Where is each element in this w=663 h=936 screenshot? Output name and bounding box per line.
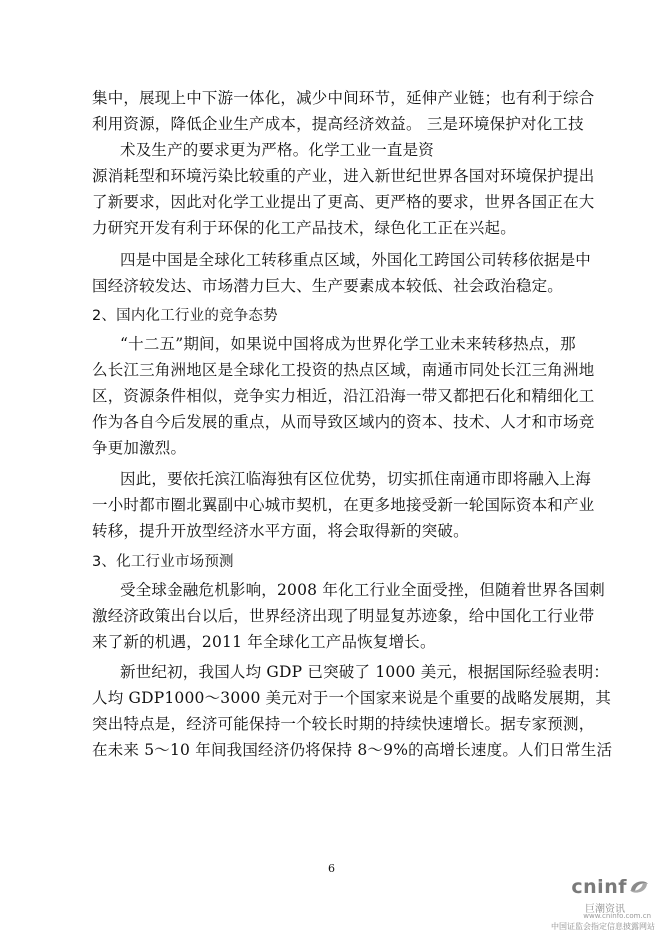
paragraph-line: 区，资源条件相似，竞争实力相近，沿江沿海一带又都把石化和精细化工	[92, 387, 595, 405]
section-heading: 2、国内化工行业的竞争态势	[92, 308, 278, 324]
paragraph-line: 在未来 5～10 年间我国经济仍将保持 8～9%的高增长速度。人们日常生活	[92, 741, 613, 759]
paragraph-line: 一小时都市圈北翼副中心城市契机，在更多地接受新一轮国际资本和产业	[92, 496, 595, 514]
paragraph-line: 源消耗型和环境污染比较重的产业，进入新世纪世界各国对环境保护提出	[92, 167, 595, 185]
paragraph-line: 因此，要依托滨江临海独有区位优势，切实抓住南通市即将融入上海	[120, 470, 592, 488]
paragraph-line: 了新要求，因此对化学工业提出了更高、更严格的要求，世界各国正在大	[92, 193, 595, 211]
page-number: 6	[328, 862, 335, 875]
paragraph-line: 术及生产的要求更为严格。化学工业一直是资	[120, 141, 435, 159]
paragraph-line: “十二五”期间，如果说中国将成为世界化学工业未来转移热点，那	[120, 335, 576, 353]
paragraph-line: 么长江三角洲地区是全球化工投资的热点区域，南通市同处长江三角洲地	[92, 361, 595, 379]
paragraph-line: 争更加激烈。	[92, 439, 187, 457]
paragraph-line: 转移，提升开放型经济水平方面，将会取得新的突破。	[92, 522, 469, 540]
paragraph-line: 来了新的机遇，2011 年全球化工产品恢复增长。	[92, 633, 436, 651]
paragraph-line: 激经济政策出台以后，世界经济出现了明显复苏迹象，给中国化工行业带	[92, 607, 595, 625]
watermark-brand: cninf	[571, 876, 627, 898]
paragraph-line: 利用资源，降低企业生产成本，提高经济效益。 三是环境保护对化工技	[92, 115, 584, 133]
watermark-site-name: 中国证监会指定信息披露网站	[551, 922, 655, 931]
paragraph-line: 集中，展现上中下游一体化，减少中间环节，延伸产业链；也有利于综合	[92, 89, 595, 107]
paragraph-line: 四是中国是全球化工转移重点区域，外国化工跨国公司转移依据是中	[120, 251, 592, 269]
watermark-brand-cn: 巨潮资讯	[585, 904, 625, 915]
cninfo-watermark	[529, 874, 659, 934]
section-heading: 3、化工行业市场预测	[92, 554, 234, 570]
paragraph-line: 人均 GDP1000～3000 美元对于一个国家来说是个重要的战略发展期，其	[92, 689, 612, 707]
paragraph-line: 国经济较发达、市场潜力巨大、生产要素成本较低、社会政治稳定。	[92, 277, 564, 295]
cninfo-logo-icon	[627, 876, 651, 898]
paragraph-line: 新世纪初，我国人均 GDP 已突破了 1000 美元，根据国际经验表明：	[120, 663, 610, 681]
paragraph-line: 作为各自今后发展的重点，从而导致区域内的资本、技术、人才和市场竞	[92, 413, 595, 431]
paragraph-line: 受全球金融危机影响，2008 年化工行业全面受挫，但随着世界各国刺	[120, 581, 605, 599]
paragraph-line: 突出特点是，经济可能保持一个较长时期的持续快速增长。据专家预测，	[92, 715, 595, 733]
watermark-url: www.cninfo.com.cn	[583, 912, 651, 920]
paragraph-line: 力研究开发有利于环保的化工产品技术，绿色化工正在兴起。	[92, 219, 516, 237]
